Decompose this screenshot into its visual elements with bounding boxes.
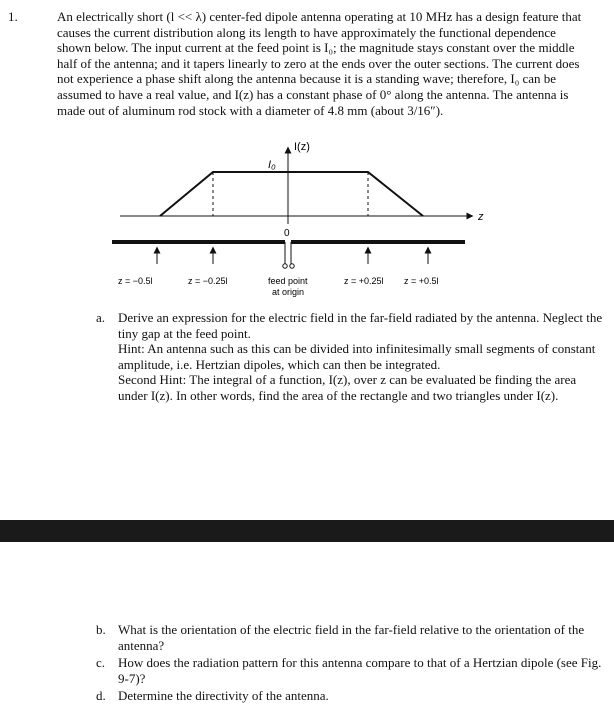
part-d-label: d. (96, 688, 106, 704)
label-feed-point: feed point (268, 276, 308, 286)
problem-number: 1. (8, 9, 18, 24)
part-c (96, 655, 606, 686)
part-c-label: c. (96, 655, 106, 671)
origin-label: 0 (284, 228, 290, 239)
separator-bar (0, 520, 614, 542)
part-b (96, 622, 606, 653)
label-plus-quarter: z = +0.25l (344, 276, 384, 286)
z-axis-label: z (478, 211, 484, 223)
peak-label: I₀ (268, 159, 276, 171)
part-a-body (118, 310, 604, 404)
part-d-question: Determine the directivity of the antenna. (118, 688, 329, 704)
parts-b-to-d (96, 622, 606, 706)
part-a-question: Derive an expression for the electric field in the far-field radiated by the antenna. Neglect the tiny gap at the feed point. (118, 310, 603, 341)
label-minus-quarter: z = −0.25l (188, 276, 228, 286)
feed-terminal-left (283, 264, 287, 268)
label-at-origin: at origin (272, 287, 305, 297)
part-b-label: b. (96, 622, 106, 637)
problem-statement: An electrically short (l << λ) center-fed dipole antenna operating at 10 MHz has a design feature that causes the current distribution along its length to have approximately the functional dependence shown below. The input current at the feed point is I₀; the magnitude stays constant over the middle half of the antenna; and it tapers linearly to zero at the ends over the outer sections. The current does not experience a phase shift along the antenna because it is a standing wave; therefore, I₀ can be assumed to have a real value, and I(z) has a constant phase of 0° along the antenna. The antenna is made out of aluminum rod stock with a diameter of 4.8 mm (about 3/16″). (57, 9, 582, 118)
feed-terminal-right (290, 264, 294, 268)
current-distribution-diagram (0, 138, 614, 308)
part-a-label: a. (96, 310, 106, 325)
current-trapezoid (160, 172, 423, 216)
label-minus-half: z = −0.5l (118, 276, 153, 286)
part-c-question: How does the radiation pattern for this antenna compare to that of a Hertzian dipole (see Fig. 9-7)? (118, 655, 602, 686)
part-d (96, 688, 606, 704)
part-b-question: What is the orientation of the electric field in the far-field relative to the orientation of the antenna? (118, 622, 585, 653)
part-a-second-hint: Second Hint: The integral of a function, I(z), over z can be evaluated be finding the area under I(z). In other words, find the area of the rectangle and two triangles under I(z). (118, 372, 577, 403)
iz-axis-label: I(z) (294, 141, 310, 153)
label-plus-half: z = +0.5l (404, 276, 439, 286)
part-a-hint: Hint: An antenna such as this can be divided into infinitesimally small segments of constant amplitude, i.e. Hertzian dipoles, which can then be integrated. (118, 341, 596, 372)
